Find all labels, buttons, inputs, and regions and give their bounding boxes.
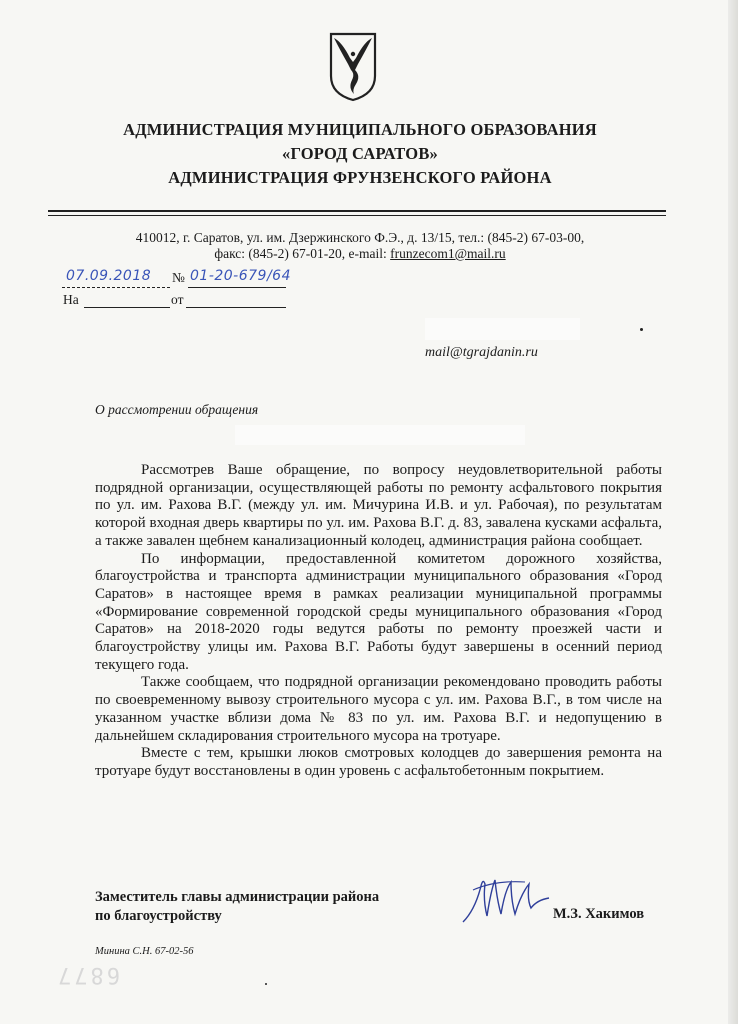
page-edge bbox=[728, 0, 738, 1024]
org-name-line3: АДМИНИСТРАЦИЯ ФРУНЗЕНСКОГО РАЙОНА bbox=[168, 168, 552, 187]
contact-fax: факс: (845-2) 67-01-20, e-mail: bbox=[214, 246, 391, 261]
body-paragraph: Также сообщаем, что подрядной организации рекомендовано проводить работы по своевременному вывозу строительного мусора с ул. им. Рахова В.Г., в том числе на указанном участке вблизи дома № 83 по ул. им. Рахова В.Г. и недопущению в дальнейшем складирования строительного мусора на тротуаре. bbox=[95, 674, 662, 744]
from-line bbox=[186, 307, 286, 308]
body-paragraph: Рассмотрев Ваше обращение, по вопросу неудовлетворительной работы подрядной организации, осуществляющей работы по ремонту асфальтового покрытия по ул. им. Рахова В.Г. (между ул. им. Мичурина И.В. и ул. Рабочая), по результатам которой входная дверь квартиры по ул. им. Рахова В.Г. д. 83, завалена кусками асфальта, а также завален щебнем канализационный колодец, администрация района сообщает. bbox=[95, 462, 662, 549]
speck bbox=[640, 328, 643, 331]
contact-address: 410012, г. Саратов, ул. им. Дзержинского Ф.Э., д. 13/15, тел.: (845-2) 67-03-00, bbox=[135, 230, 585, 245]
signatory-title bbox=[95, 888, 379, 926]
executor-contact: Минина С.Н. 67-02-56 bbox=[95, 946, 194, 957]
contact-fax-email bbox=[80, 246, 640, 262]
reply-to-line bbox=[84, 307, 170, 308]
header-rule-thick bbox=[48, 210, 666, 212]
date-underline bbox=[62, 287, 170, 288]
speck bbox=[265, 983, 267, 985]
signatory-title-line2: по благоустройству bbox=[95, 908, 222, 924]
org-name-line1: АДМИНИСТРАЦИЯ МУНИЦИПАЛЬНОГО ОБРАЗОВАНИЯ bbox=[123, 120, 597, 139]
org-name-line2: «ГОРОД САРАТОВ» bbox=[282, 144, 438, 163]
number-sign: № bbox=[172, 270, 185, 285]
letter-body bbox=[95, 462, 662, 781]
recipient-email: mail@tgrajdanin.ru bbox=[425, 345, 538, 360]
header-rule-thin bbox=[48, 215, 666, 216]
body-paragraph: Вместе с тем, крышки люков смотровых колодцев до завершения ремонта на тротуаре будут восстановлены в один уровень с асфальтобетонным покрытием. bbox=[95, 745, 662, 779]
subject-line: О рассмотрении обращения bbox=[95, 402, 259, 417]
handwritten-date: 07.09.2018 bbox=[66, 268, 152, 284]
reply-to-label: На bbox=[63, 292, 79, 307]
faint-stamp-number: 6877 bbox=[55, 962, 120, 987]
recipient-name-redacted bbox=[425, 318, 580, 340]
salutation-redacted bbox=[235, 425, 525, 445]
signatory-name: М.З. Хакимов bbox=[553, 906, 645, 922]
signatory-title-line1: Заместитель главы администрации района bbox=[95, 889, 380, 905]
number-underline bbox=[188, 287, 286, 288]
saratov-coat-of-arms-icon bbox=[328, 32, 378, 102]
handwritten-number: 01-20-679/64 bbox=[190, 268, 291, 284]
from-label: от bbox=[171, 292, 184, 307]
contact-email-link[interactable]: frunzecom1@mail.ru bbox=[390, 246, 506, 261]
handwritten-signature bbox=[455, 870, 555, 930]
body-paragraph: По информации, предоставленной комитетом дорожного хозяйства, благоустройства и транспорта администрации муниципального образования «Город Саратов» в настоящее время в рамках реализации муниципальной программы «Формирование современной городской среды муниципального образования «Город Саратов» на 2018-2020 годы ведутся работы по ремонту проезжей части и благоустройству улицы им. Рахова В.Г. Работы будут завершены в осенний период текущего года. bbox=[95, 550, 662, 673]
